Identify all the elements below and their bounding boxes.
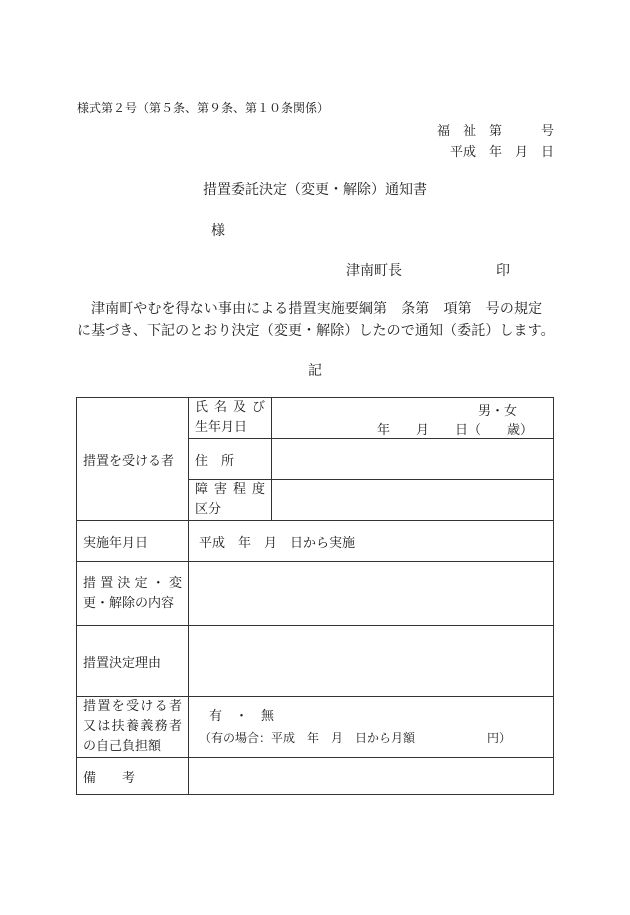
content-value[interactable] [189, 562, 554, 626]
name-birth-label [189, 398, 272, 439]
self-pay-value[interactable] [189, 697, 554, 758]
table-row [77, 697, 554, 758]
content-label-line2: 更・解除の内容 [83, 595, 175, 611]
reason-label: 措置決定理由 [77, 626, 189, 697]
self-pay-label-line1: 措置を受ける者 [83, 699, 182, 714]
remarks-label: 備 考 [77, 758, 189, 795]
seal-mark: 印 [496, 263, 510, 279]
name-birth-label-line2: 生年月日 [195, 420, 248, 435]
table-row [77, 626, 554, 697]
reason-value[interactable] [189, 626, 554, 697]
disability-label [189, 480, 272, 521]
remarks-value[interactable] [189, 758, 554, 795]
issuer-name: 津南町長 [346, 263, 402, 279]
disability-label-line2: 区分 [195, 502, 222, 517]
notice-form-table [76, 397, 554, 795]
self-pay-label-line2: 又は扶養義務者 [83, 719, 182, 734]
content-label-line1: 措置決定・変 [83, 575, 182, 591]
address-label: 住 所 [189, 439, 272, 480]
self-pay-choice: 有 ・ 無 [209, 709, 275, 724]
name-birth-value[interactable] [272, 398, 554, 439]
table-row [77, 521, 554, 562]
issue-date: 平成 年 月 日 [449, 145, 554, 160]
self-pay-label [77, 697, 189, 758]
disability-label-line1: 障害程度 [195, 482, 265, 497]
implementation-date-label: 実施年月日 [77, 521, 189, 562]
implementation-date-value[interactable] [189, 521, 554, 562]
form-number: 様式第２号（第５条、第９条、第１０条関係） [77, 101, 330, 115]
reference-number: 福 祉 第 号 [436, 124, 554, 139]
disability-value[interactable] [272, 480, 554, 521]
name-birth-label-line1: 氏名及び [195, 400, 265, 415]
person-receiving-label: 措置を受ける者 [77, 398, 189, 521]
address-value[interactable] [272, 439, 554, 480]
recipient-honorific: 様 [211, 223, 225, 239]
table-row [77, 758, 554, 795]
table-row [77, 562, 554, 626]
table-row [77, 398, 554, 439]
self-pay-label-line3: の自己負担額 [83, 739, 162, 754]
self-pay-detail: （有の場合：平成 年 月 日から月額 円） [199, 731, 512, 745]
implementation-date-text: 平成 年 月 日から実施 [199, 535, 356, 551]
birth-date-format: 年 月 日（ 歳） [376, 423, 533, 438]
body-paragraph: 津南町やむを得ない事由による措置実施要綱第 条第 項第 号の規定に基づき、下記のとおり決定（変更・解除）したので通知（委託）します。 [77, 301, 555, 339]
content-label [77, 562, 189, 626]
gender-options: 男・女 [477, 404, 517, 419]
document-title: 措置委託決定（変更・解除）通知書 [203, 182, 427, 198]
ki-heading: 記 [308, 363, 322, 379]
